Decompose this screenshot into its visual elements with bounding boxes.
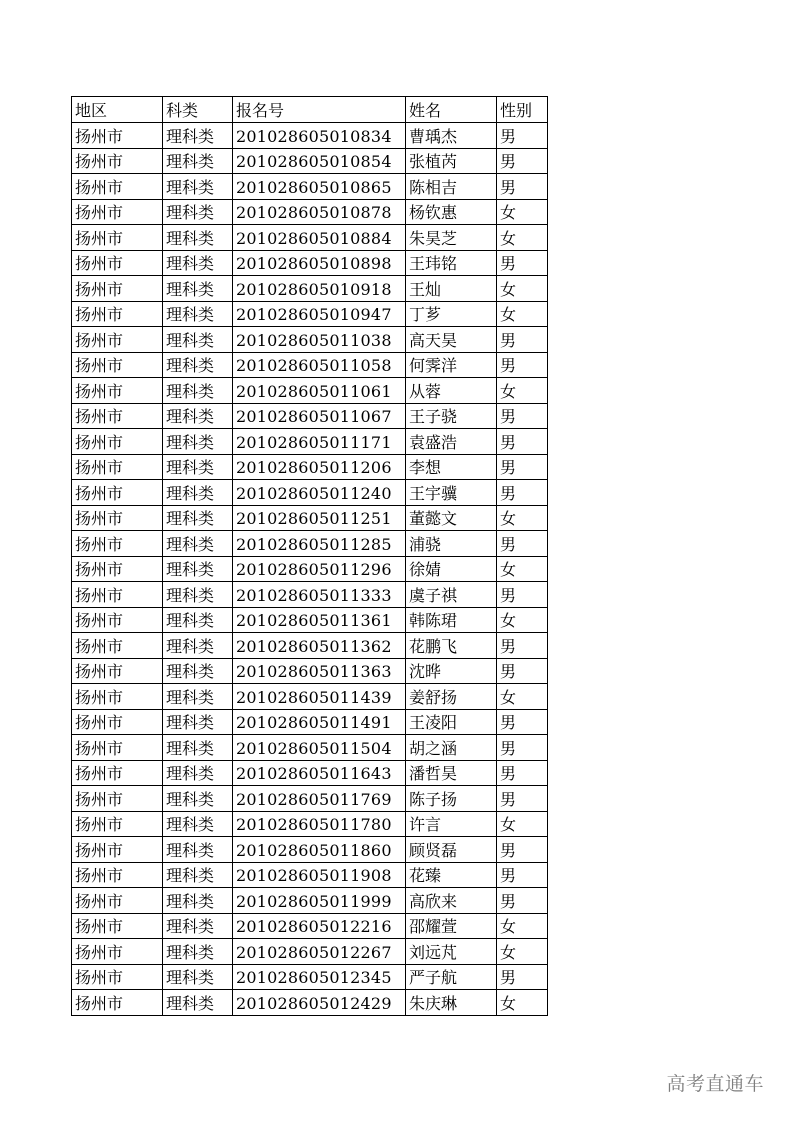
table-row	[72, 378, 548, 404]
cell-region: 扬州市	[72, 327, 163, 353]
cell-registration-number: 201028605012267	[233, 939, 406, 965]
cell-gender: 男	[497, 454, 548, 480]
cell-gender: 女	[497, 607, 548, 633]
cell-region: 扬州市	[72, 990, 163, 1016]
cell-region: 扬州市	[72, 123, 163, 149]
table-row	[72, 148, 548, 174]
cell-subject: 理科类	[163, 480, 233, 506]
cell-name: 张植芮	[406, 148, 497, 174]
cell-gender: 男	[497, 760, 548, 786]
cell-subject: 理科类	[163, 276, 233, 302]
cell-region: 扬州市	[72, 301, 163, 327]
table-row	[72, 582, 548, 608]
cell-subject: 理科类	[163, 582, 233, 608]
cell-name: 沈晔	[406, 658, 497, 684]
cell-registration-number: 201028605012429	[233, 990, 406, 1016]
cell-gender: 男	[497, 633, 548, 659]
table-row	[72, 225, 548, 251]
cell-subject: 理科类	[163, 148, 233, 174]
cell-name: 董懿文	[406, 505, 497, 531]
table-row	[72, 888, 548, 914]
table-row	[72, 352, 548, 378]
cell-region: 扬州市	[72, 556, 163, 582]
cell-registration-number: 201028605011363	[233, 658, 406, 684]
cell-name: 邵耀萱	[406, 913, 497, 939]
table-row	[72, 735, 548, 761]
table-header	[72, 97, 548, 123]
cell-name: 许言	[406, 811, 497, 837]
cell-name: 徐婧	[406, 556, 497, 582]
cell-region: 扬州市	[72, 607, 163, 633]
cell-name: 王宇骥	[406, 480, 497, 506]
cell-region: 扬州市	[72, 684, 163, 710]
cell-gender: 男	[497, 735, 548, 761]
cell-registration-number: 201028605011333	[233, 582, 406, 608]
cell-gender: 女	[497, 913, 548, 939]
cell-region: 扬州市	[72, 531, 163, 557]
cell-registration-number: 201028605011061	[233, 378, 406, 404]
cell-registration-number: 201028605011643	[233, 760, 406, 786]
table-row	[72, 174, 548, 200]
cell-subject: 理科类	[163, 735, 233, 761]
header-row	[72, 97, 548, 123]
cell-gender: 女	[497, 225, 548, 251]
table-row	[72, 964, 548, 990]
cell-subject: 理科类	[163, 964, 233, 990]
cell-subject: 理科类	[163, 403, 233, 429]
cell-gender: 男	[497, 658, 548, 684]
watermark-logo-text: 高考直通车	[666, 1073, 764, 1095]
cell-gender: 男	[497, 786, 548, 812]
cell-registration-number: 201028605011504	[233, 735, 406, 761]
cell-gender: 男	[497, 964, 548, 990]
cell-gender: 男	[497, 123, 548, 149]
cell-name: 姜舒扬	[406, 684, 497, 710]
cell-subject: 理科类	[163, 913, 233, 939]
table-row	[72, 684, 548, 710]
cell-registration-number: 201028605010834	[233, 123, 406, 149]
column-header-subject: 科类	[163, 97, 233, 123]
cell-registration-number: 201028605010947	[233, 301, 406, 327]
cell-registration-number: 201028605011908	[233, 862, 406, 888]
table-row	[72, 454, 548, 480]
cell-registration-number: 201028605011206	[233, 454, 406, 480]
table-row	[72, 531, 548, 557]
table-row	[72, 403, 548, 429]
cell-subject: 理科类	[163, 939, 233, 965]
table-row	[72, 658, 548, 684]
cell-registration-number: 201028605012345	[233, 964, 406, 990]
cell-name: 曹瑀杰	[406, 123, 497, 149]
cell-subject: 理科类	[163, 429, 233, 455]
cell-region: 扬州市	[72, 964, 163, 990]
cell-gender: 女	[497, 939, 548, 965]
table-row	[72, 301, 548, 327]
cell-subject: 理科类	[163, 301, 233, 327]
cell-subject: 理科类	[163, 633, 233, 659]
cell-registration-number: 201028605011296	[233, 556, 406, 582]
cell-registration-number: 201028605011491	[233, 709, 406, 735]
admission-list-table	[71, 96, 548, 1016]
column-header-name: 姓名	[406, 97, 497, 123]
cell-subject: 理科类	[163, 378, 233, 404]
cell-region: 扬州市	[72, 148, 163, 174]
cell-name: 丁芗	[406, 301, 497, 327]
cell-name: 韩陈珺	[406, 607, 497, 633]
cell-name: 花臻	[406, 862, 497, 888]
cell-subject: 理科类	[163, 888, 233, 914]
cell-gender: 男	[497, 174, 548, 200]
cell-name: 王凌阳	[406, 709, 497, 735]
cell-subject: 理科类	[163, 760, 233, 786]
cell-region: 扬州市	[72, 837, 163, 863]
cell-region: 扬州市	[72, 658, 163, 684]
cell-name: 顾贤磊	[406, 837, 497, 863]
cell-region: 扬州市	[72, 862, 163, 888]
cell-region: 扬州市	[72, 633, 163, 659]
cell-gender: 男	[497, 582, 548, 608]
cell-registration-number: 201028605011860	[233, 837, 406, 863]
cell-registration-number: 201028605011240	[233, 480, 406, 506]
cell-name: 何霁洋	[406, 352, 497, 378]
table-row	[72, 862, 548, 888]
cell-name: 李想	[406, 454, 497, 480]
cell-gender: 女	[497, 301, 548, 327]
table-row	[72, 939, 548, 965]
table-row	[72, 633, 548, 659]
table-row	[72, 990, 548, 1016]
cell-registration-number: 201028605011038	[233, 327, 406, 353]
cell-region: 扬州市	[72, 276, 163, 302]
cell-name: 虞子祺	[406, 582, 497, 608]
cell-name: 高天昊	[406, 327, 497, 353]
cell-region: 扬州市	[72, 811, 163, 837]
cell-gender: 女	[497, 990, 548, 1016]
cell-region: 扬州市	[72, 250, 163, 276]
cell-registration-number: 201028605011361	[233, 607, 406, 633]
cell-gender: 男	[497, 709, 548, 735]
cell-registration-number: 201028605010878	[233, 199, 406, 225]
cell-subject: 理科类	[163, 658, 233, 684]
cell-region: 扬州市	[72, 786, 163, 812]
cell-name: 王子骁	[406, 403, 497, 429]
cell-subject: 理科类	[163, 556, 233, 582]
cell-region: 扬州市	[72, 709, 163, 735]
cell-region: 扬州市	[72, 939, 163, 965]
cell-subject: 理科类	[163, 327, 233, 353]
cell-name: 浦骁	[406, 531, 497, 557]
cell-region: 扬州市	[72, 378, 163, 404]
cell-region: 扬州市	[72, 199, 163, 225]
cell-gender: 女	[497, 556, 548, 582]
cell-gender: 女	[497, 199, 548, 225]
cell-region: 扬州市	[72, 225, 163, 251]
cell-region: 扬州市	[72, 480, 163, 506]
cell-subject: 理科类	[163, 174, 233, 200]
table-row	[72, 505, 548, 531]
table-row	[72, 709, 548, 735]
column-header-region: 地区	[72, 97, 163, 123]
cell-registration-number: 201028605011058	[233, 352, 406, 378]
table-row	[72, 760, 548, 786]
cell-gender: 男	[497, 429, 548, 455]
cell-region: 扬州市	[72, 429, 163, 455]
cell-gender: 女	[497, 276, 548, 302]
cell-name: 朱庆琳	[406, 990, 497, 1016]
cell-registration-number: 201028605011999	[233, 888, 406, 914]
cell-registration-number: 201028605010854	[233, 148, 406, 174]
table-row	[72, 327, 548, 353]
cell-subject: 理科类	[163, 199, 233, 225]
cell-region: 扬州市	[72, 735, 163, 761]
table-row	[72, 123, 548, 149]
cell-gender: 女	[497, 378, 548, 404]
cell-subject: 理科类	[163, 531, 233, 557]
cell-name: 花鹏飞	[406, 633, 497, 659]
cell-gender: 男	[497, 862, 548, 888]
cell-name: 潘哲昊	[406, 760, 497, 786]
cell-region: 扬州市	[72, 888, 163, 914]
cell-name: 从蓉	[406, 378, 497, 404]
table-body	[72, 123, 548, 1016]
cell-subject: 理科类	[163, 607, 233, 633]
cell-name: 陈子扬	[406, 786, 497, 812]
cell-name: 朱昊芝	[406, 225, 497, 251]
cell-gender: 男	[497, 403, 548, 429]
cell-registration-number: 201028605011362	[233, 633, 406, 659]
cell-gender: 男	[497, 352, 548, 378]
cell-subject: 理科类	[163, 684, 233, 710]
cell-subject: 理科类	[163, 505, 233, 531]
cell-subject: 理科类	[163, 837, 233, 863]
cell-registration-number: 201028605010865	[233, 174, 406, 200]
cell-name: 袁盛浩	[406, 429, 497, 455]
cell-subject: 理科类	[163, 862, 233, 888]
cell-region: 扬州市	[72, 454, 163, 480]
cell-gender: 女	[497, 811, 548, 837]
table-row	[72, 913, 548, 939]
table-row	[72, 276, 548, 302]
cell-registration-number: 201028605010918	[233, 276, 406, 302]
table-row	[72, 786, 548, 812]
cell-subject: 理科类	[163, 352, 233, 378]
cell-name: 王玮铭	[406, 250, 497, 276]
cell-region: 扬州市	[72, 174, 163, 200]
cell-subject: 理科类	[163, 454, 233, 480]
table-row	[72, 429, 548, 455]
cell-region: 扬州市	[72, 505, 163, 531]
cell-registration-number: 201028605011769	[233, 786, 406, 812]
table-row	[72, 837, 548, 863]
cell-gender: 女	[497, 505, 548, 531]
cell-name: 高欣来	[406, 888, 497, 914]
cell-name: 严子航	[406, 964, 497, 990]
cell-subject: 理科类	[163, 990, 233, 1016]
cell-subject: 理科类	[163, 225, 233, 251]
cell-gender: 男	[497, 148, 548, 174]
cell-name: 胡之涵	[406, 735, 497, 761]
cell-region: 扬州市	[72, 760, 163, 786]
cell-subject: 理科类	[163, 250, 233, 276]
cell-gender: 男	[497, 531, 548, 557]
table-row	[72, 199, 548, 225]
cell-name: 王灿	[406, 276, 497, 302]
cell-registration-number: 201028605011439	[233, 684, 406, 710]
table-row	[72, 250, 548, 276]
cell-gender: 男	[497, 327, 548, 353]
cell-region: 扬州市	[72, 582, 163, 608]
cell-name: 杨钦惠	[406, 199, 497, 225]
cell-name: 刘远芃	[406, 939, 497, 965]
cell-subject: 理科类	[163, 786, 233, 812]
table-row	[72, 811, 548, 837]
cell-gender: 男	[497, 480, 548, 506]
cell-region: 扬州市	[72, 352, 163, 378]
cell-registration-number: 201028605011171	[233, 429, 406, 455]
table-row	[72, 480, 548, 506]
cell-region: 扬州市	[72, 403, 163, 429]
cell-registration-number: 201028605010884	[233, 225, 406, 251]
cell-registration-number: 201028605011285	[233, 531, 406, 557]
cell-region: 扬州市	[72, 913, 163, 939]
column-header-registration-number: 报名号	[233, 97, 406, 123]
cell-subject: 理科类	[163, 709, 233, 735]
table-row	[72, 607, 548, 633]
cell-gender: 男	[497, 837, 548, 863]
cell-gender: 男	[497, 888, 548, 914]
cell-registration-number: 201028605010898	[233, 250, 406, 276]
table-row	[72, 556, 548, 582]
column-header-gender: 性别	[497, 97, 548, 123]
cell-gender: 女	[497, 684, 548, 710]
cell-registration-number: 201028605011251	[233, 505, 406, 531]
cell-registration-number: 201028605012216	[233, 913, 406, 939]
cell-subject: 理科类	[163, 811, 233, 837]
cell-subject: 理科类	[163, 123, 233, 149]
cell-registration-number: 201028605011780	[233, 811, 406, 837]
cell-registration-number: 201028605011067	[233, 403, 406, 429]
cell-name: 陈相吉	[406, 174, 497, 200]
cell-gender: 男	[497, 250, 548, 276]
